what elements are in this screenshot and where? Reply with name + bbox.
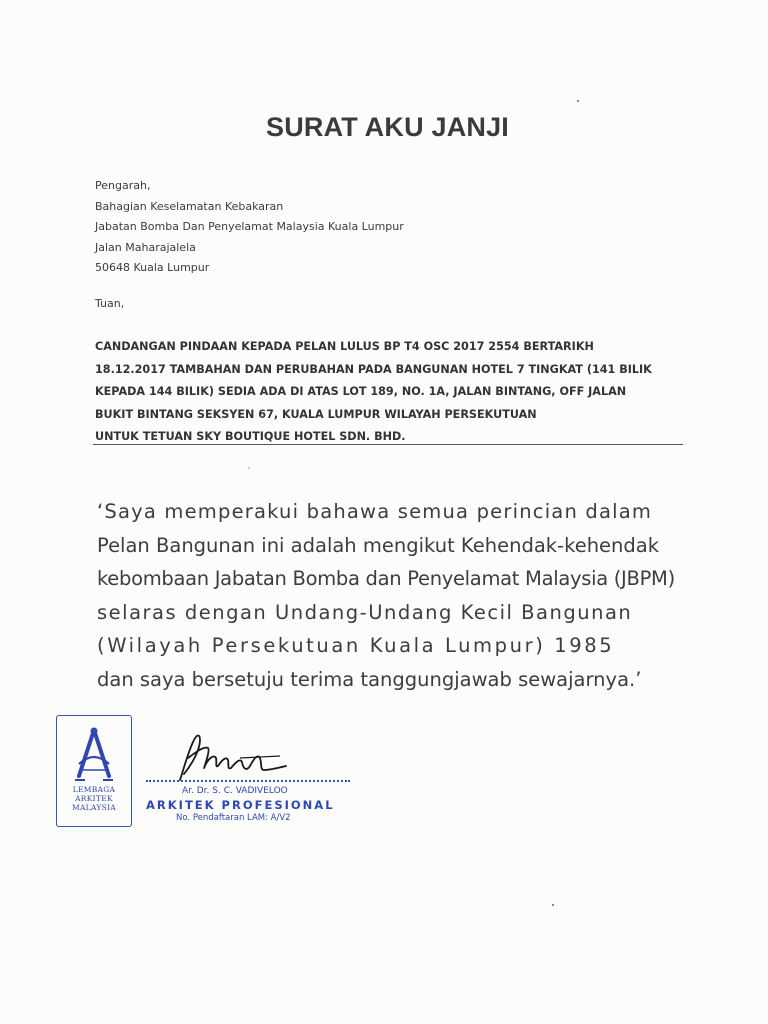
subject-line: 18.12.2017 TAMBAHAN DAN PERUBAHAN PADA BANGUNAN HOTEL 7 TINGKAT (141 BILIK [95, 362, 652, 376]
architect-stamp [146, 780, 356, 823]
signature-dotted-line [146, 780, 350, 782]
subject-line: CANDANGAN PINDAAN KEPADA PELAN LULUS BP T4 OSC 2017 2554 BERTARIKH [95, 340, 594, 353]
lam-seal-line: ARKITEK [75, 794, 113, 803]
scan-speck [577, 100, 579, 102]
address-line: Bahagian Keselamatan Kebakaran [95, 199, 284, 213]
subject-line: KEPADA 144 BILIK) SEDIA ADA DI ATAS LOT 189, NO. 1A, JALAN BINTANG, OFF JALAN [95, 385, 627, 399]
recipient-address [95, 176, 404, 279]
declaration-statement [97, 495, 687, 696]
registration-number: No. Pendaftaran LAM: A/V2 [176, 813, 291, 823]
declaration-line: ‘Saya memperakui bahawa semua perincian dalam [97, 500, 653, 523]
declaration-line: dan saya bersetuju terima tanggungjawab sewajarnya.’ [97, 667, 642, 691]
address-line: Jalan Maharajalela [95, 240, 196, 254]
declaration-line: (Wilayah Persekutuan Kuala Lumpur) 1985 [97, 634, 615, 657]
lam-logo-icon [67, 724, 121, 784]
salutation: Tuan, [95, 297, 125, 310]
handwritten-signature [170, 728, 300, 788]
declaration-line: Pelan Bangunan ini adalah mengikut Kehendak-kehendak [97, 533, 660, 557]
subject-heading [95, 336, 695, 449]
address-line: Jabatan Bomba Dan Penyelamat Malaysia Kuala Lumpur [95, 220, 404, 233]
architect-profession: ARKITEK PROFESIONAL [146, 798, 335, 812]
subject-line: BUKIT BINTANG SEKSYEN 67, KUALA LUMPUR WILAYAH PERSEKUTUAN [95, 407, 537, 421]
lam-seal-stamp [56, 715, 132, 827]
scan-speck [248, 467, 250, 469]
address-line: 50648 Kuala Lumpur [95, 261, 210, 274]
subject-underline [93, 444, 683, 445]
subject-line: UNTUK TETUAN SKY BOUTIQUE HOTEL SDN. BHD. [95, 430, 406, 444]
lam-seal-line: MALAYSIA [71, 803, 117, 812]
declaration-line: selaras dengan Undang-Undang Kecil Bangunan [97, 600, 633, 624]
address-line: Pengarah, [95, 179, 151, 192]
document-title: SURAT AKU JANJI [265, 112, 510, 142]
declaration-line: kebombaan Jabatan Bomba dan Penyelamat Malaysia (JBPM) [97, 567, 675, 590]
scan-speck [552, 904, 554, 906]
lam-seal-line: LEMBAGA [72, 785, 116, 794]
architect-name: Ar. Dr. S. C. VADIVELOO [182, 786, 288, 796]
